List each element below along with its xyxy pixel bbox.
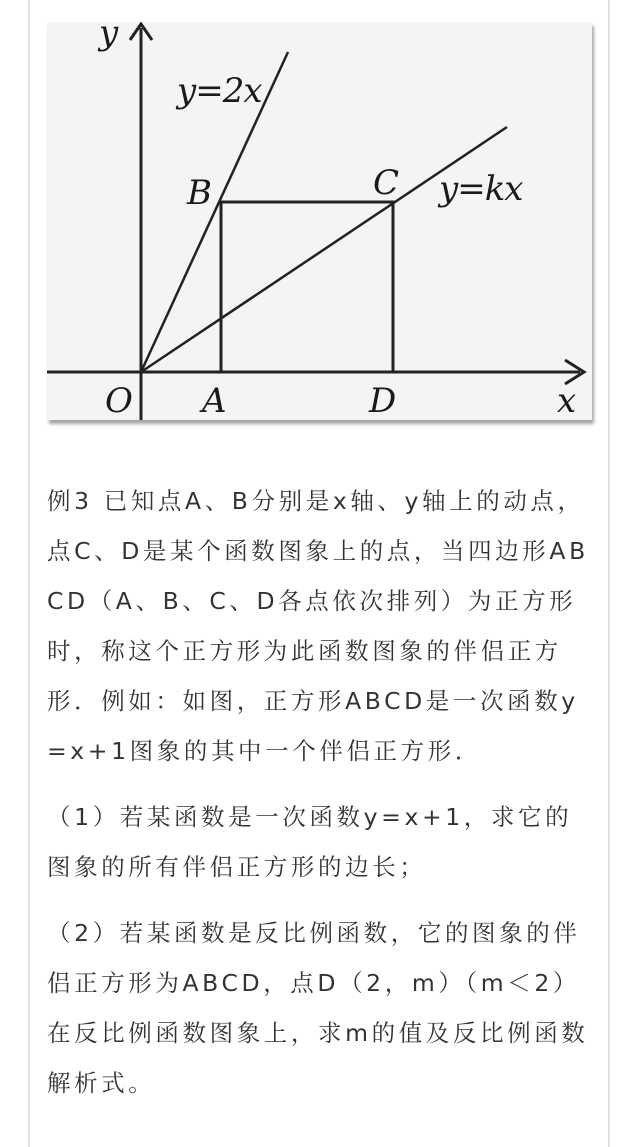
frame-border-right bbox=[608, 0, 610, 1147]
geometry-figure bbox=[47, 22, 592, 420]
point-a-label: A bbox=[202, 381, 227, 420]
figure-canvas bbox=[47, 22, 592, 420]
problem-statement: 例3 已知点A、B分别是x轴、y轴上的动点，点C、D是某个函数图象上的点，当四边形ABCD（A、B、C、D各点依次排列）为正方形时，称这个正方形为此函数图象的伴侣正方形．例如：如图，正方形ABCD是一次函数y=x+1图象的其中一个伴侣正方形． bbox=[47, 487, 589, 765]
question-part-1: （1）若某函数是一次函数y=x+1，求它的图象的所有伴侣正方形的边长； bbox=[47, 803, 573, 881]
y-axis-label: y bbox=[99, 22, 119, 53]
point-c-label: C bbox=[373, 163, 400, 203]
x-axis-label: x bbox=[557, 381, 577, 420]
square-abcd bbox=[221, 202, 393, 372]
origin-label: O bbox=[105, 381, 133, 420]
line-y-kx-label: y=kx bbox=[439, 169, 523, 209]
question-part-2: （2）若某函数是反比例函数，它的图象的伴侣正方形为ABCD，点D（2，m）（m＜2）在反比例函数图象上，求m的值及反比例函数解析式。 bbox=[47, 919, 589, 1097]
point-d-label: D bbox=[369, 381, 397, 420]
line-y-2x-label: y=2x bbox=[177, 71, 262, 111]
problem-text bbox=[47, 476, 595, 1108]
frame-border-left bbox=[28, 0, 30, 1147]
point-b-label: B bbox=[187, 173, 212, 213]
